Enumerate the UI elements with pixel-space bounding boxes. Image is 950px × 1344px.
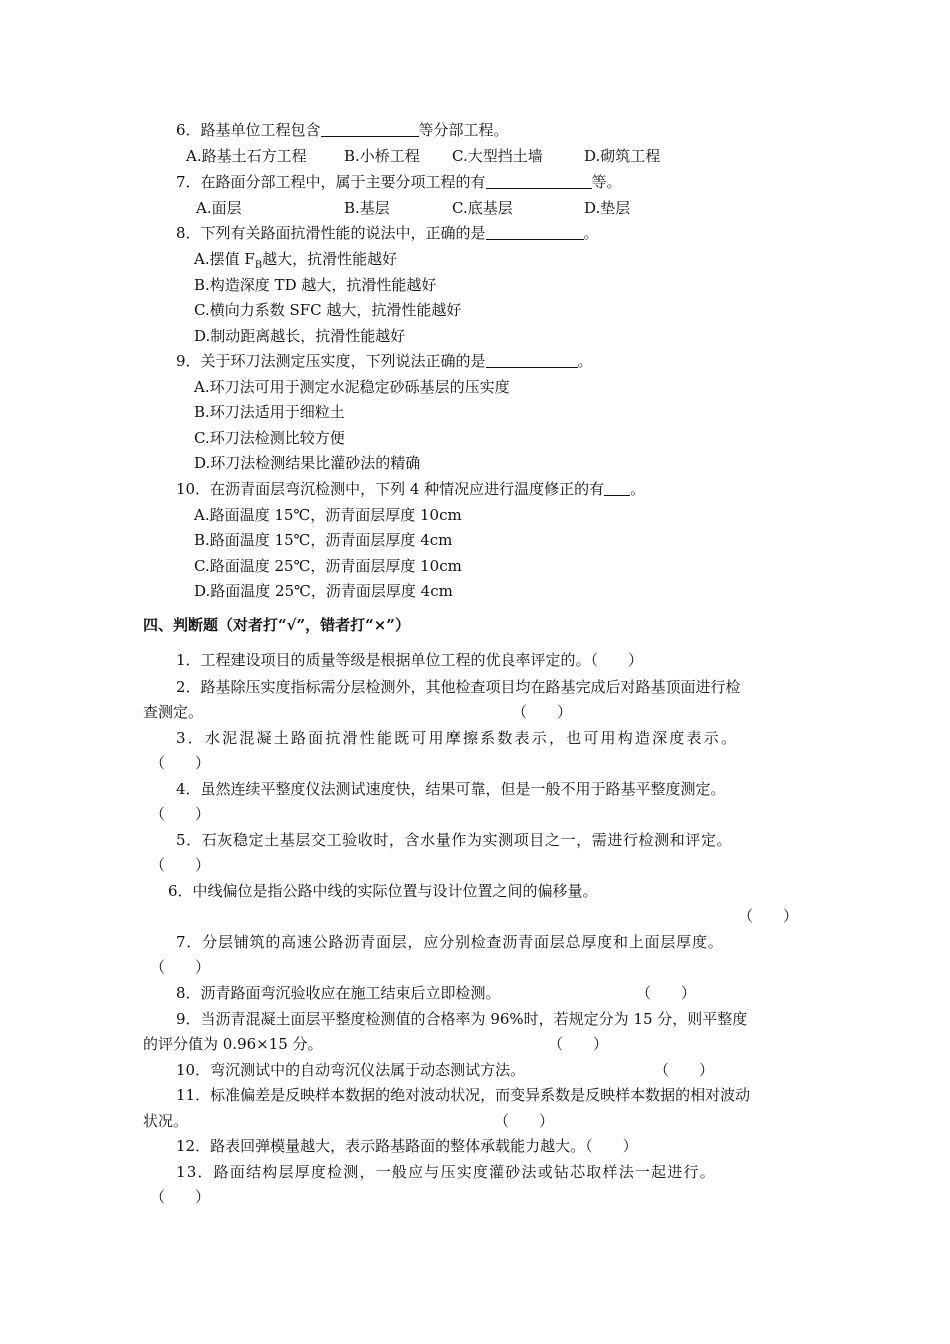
question-text: 。 <box>630 480 646 498</box>
question-text: 10．在沥青面层弯沉检测中，下列 4 种情况应进行温度修正的有 <box>176 480 605 498</box>
option-b: B.构造深度 TD 越大，抗滑性能越好 <box>194 276 437 294</box>
answer-blank <box>486 173 592 189</box>
question-text: 7．在路面分部工程中，属于主要分项工程的有 <box>176 173 486 191</box>
judge-item-7: 7．分层铺筑的高速公路沥青面层，应分别检查沥青面层总厚度和上面层厚度。 <box>176 933 724 951</box>
option-b: B.路面温度 15℃，沥青面层厚度 4cm <box>194 531 453 549</box>
answer-parens: （ ） <box>150 958 211 976</box>
option-c: C.环刀法检测比较方便 <box>194 429 345 447</box>
judge-item-3: 3．水泥混凝土路面抗滑性能既可用摩擦系数表示，也可用构造深度表示。 <box>176 729 739 747</box>
question-text: 。 <box>583 224 599 242</box>
question-text: 等分部工程。 <box>418 121 509 139</box>
option-c: C.横向力系数 SFC 越大，抗滑性能越好 <box>194 301 462 319</box>
option-d: D.环刀法检测结果比灌砂法的精确 <box>194 454 421 472</box>
option-d: D.制动距离越长，抗滑性能越好 <box>194 327 406 345</box>
judge-item-11: 11．标准偏差是反映样本数据的绝对波动状况，而变异系数是反映样本数据的相对波动 <box>176 1086 751 1104</box>
option-a: A.环刀法可用于测定水泥稳定砂砾基层的压实度 <box>194 378 510 396</box>
answer-blank <box>486 352 578 368</box>
question-8-stem <box>176 223 599 243</box>
judge-item-2: 2．路基除压实度指标需分层检测外，其他检查项目均在路基完成后对路基顶面进行检 <box>176 678 741 696</box>
question-text: 。 <box>577 352 593 370</box>
answer-parens: （ ） <box>150 754 211 772</box>
answer-parens: （ ） <box>636 984 697 1002</box>
judge-item-10: 10．弯沉测试中的自动弯沉仪法属于动态测试方法。 <box>176 1061 526 1079</box>
judge-item-5: 5．石灰稳定土基层交工验收时，含水量作为实测项目之一，需进行检测和评定。 <box>176 831 733 849</box>
option-d: D.砌筑工程 <box>584 147 661 165</box>
question-text: 等。 <box>591 173 622 191</box>
judge-item-9: 9．当沥青混凝土面层平整度检测值的合格率为 96%时，若规定分为 15 分，则平整度 <box>176 1010 748 1028</box>
answer-parens: （ ） <box>150 856 211 874</box>
option-b: B.环刀法适用于细粒土 <box>194 403 345 421</box>
option-a: A.面层 <box>196 199 242 217</box>
answer-parens: （ ） <box>654 1061 715 1079</box>
option-text: 越大，抗滑性能越好 <box>262 250 398 268</box>
answer-parens: （ ） <box>150 805 211 823</box>
subscript: B <box>254 260 263 271</box>
judge-item-11-cont: 状况。 <box>143 1112 189 1130</box>
section-heading: 四、判断题（对者打“√”，错者打“×”） <box>143 616 410 634</box>
answer-blank <box>486 224 584 240</box>
judge-item-12: 12．路表回弹模量越大，表示路基路面的整体承载能力越大。（ ） <box>176 1137 638 1155</box>
option-c: C.底基层 <box>452 199 513 217</box>
option-a <box>194 249 397 276</box>
answer-parens: （ ） <box>548 1035 609 1053</box>
judge-item-8: 8．沥青路面弯沉验收应在施工结束后立即检测。 <box>176 984 501 1002</box>
question-text: 9．关于环刀法测定压实度，下列说法正确的是 <box>176 352 486 370</box>
option-d: D.垫层 <box>584 199 631 217</box>
answer-parens: （ ） <box>512 703 573 721</box>
judge-item-1: 1．工程建设项目的质量等级是根据单位工程的优良率评定的。（ ） <box>176 651 644 669</box>
judge-item-9-cont: 的评分值为 0.96×15 分。 <box>143 1035 323 1053</box>
option-b: B.基层 <box>344 199 390 217</box>
option-d: D.路面温度 25℃，沥青面层厚度 4cm <box>194 582 453 600</box>
question-9-stem <box>176 351 593 371</box>
question-text: 6．路基单位工程包含 <box>176 121 321 139</box>
option-a: A.路基土石方工程 <box>186 147 307 165</box>
option-c: C.大型挡土墙 <box>452 147 543 165</box>
answer-blank <box>321 121 419 137</box>
question-6-stem <box>176 120 509 140</box>
answer-parens: （ ） <box>738 907 799 925</box>
answer-parens: （ ） <box>150 1188 211 1206</box>
option-a: A.路面温度 15℃，沥青面层厚度 10cm <box>194 506 462 524</box>
question-7-stem <box>176 172 622 192</box>
answer-blank <box>604 480 630 496</box>
answer-parens: （ ） <box>494 1112 555 1130</box>
question-text: 8．下列有关路面抗滑性能的说法中，正确的是 <box>176 224 486 242</box>
option-b: B.小桥工程 <box>344 147 420 165</box>
judge-item-13: 13．路面结构层厚度检测，一般应与压实度灌砂法或钻芯取样法一起进行。 <box>176 1163 716 1181</box>
option-c: C.路面温度 25℃，沥青面层厚度 10cm <box>194 557 462 575</box>
judge-item-2-cont: 查测定。 <box>143 703 204 721</box>
question-10-stem <box>176 479 645 499</box>
judge-item-6: 6．中线偏位是指公路中线的实际位置与设计位置之间的偏移量。 <box>168 882 598 900</box>
judge-item-4: 4．虽然连续平整度仪法测试速度快，结果可靠，但是一般不用于路基平整度测定。 <box>176 780 726 798</box>
option-text: A.摆值 F <box>194 250 255 268</box>
